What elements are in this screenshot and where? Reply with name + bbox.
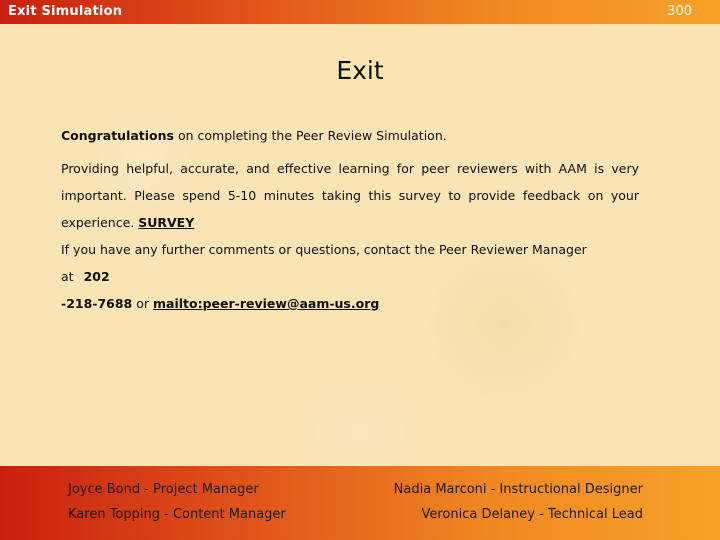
contact-paragraph [61, 236, 639, 317]
congratulations-text [61, 122, 639, 149]
credit-technical-lead: Veronica Delaney - Technical Lead [421, 507, 643, 522]
credit-project-manager: Joyce Bond - Project Manager [68, 482, 259, 497]
header-bar [0, 0, 720, 24]
credit-content-manager: Karen Topping - Content Manager [68, 507, 286, 522]
congratulations-bold: Congratulations [61, 128, 174, 143]
header-title: Exit Simulation [8, 4, 123, 19]
page-title: Exit [336, 56, 384, 85]
congratulations-rest: on completing the Peer Review Simulation. [174, 128, 447, 143]
survey-paragraph [61, 155, 639, 236]
phone-number-part1: 202 [83, 269, 110, 284]
credit-instructional-designer: Nadia Marconi - Instructional Designer [393, 482, 643, 497]
or-text: or [132, 296, 153, 311]
main-content [61, 122, 639, 317]
contact-text: If you have any further comments or questions, contact the Peer Reviewer Manager at [61, 242, 587, 284]
email-link[interactable]: mailto:peer-review@aam-us.org [153, 296, 380, 311]
footer-bar [0, 466, 720, 540]
survey-link[interactable]: SURVEY [138, 215, 195, 230]
phone-number-part2: -218-7688 [61, 296, 133, 311]
page-number: 300 [667, 4, 692, 19]
survey-text: Providing helpful, accurate, and effective learning for peer reviewers with AAM is very important. Please spend 5-10 minutes taking this survey to provide feedback on your experience. [61, 161, 639, 230]
